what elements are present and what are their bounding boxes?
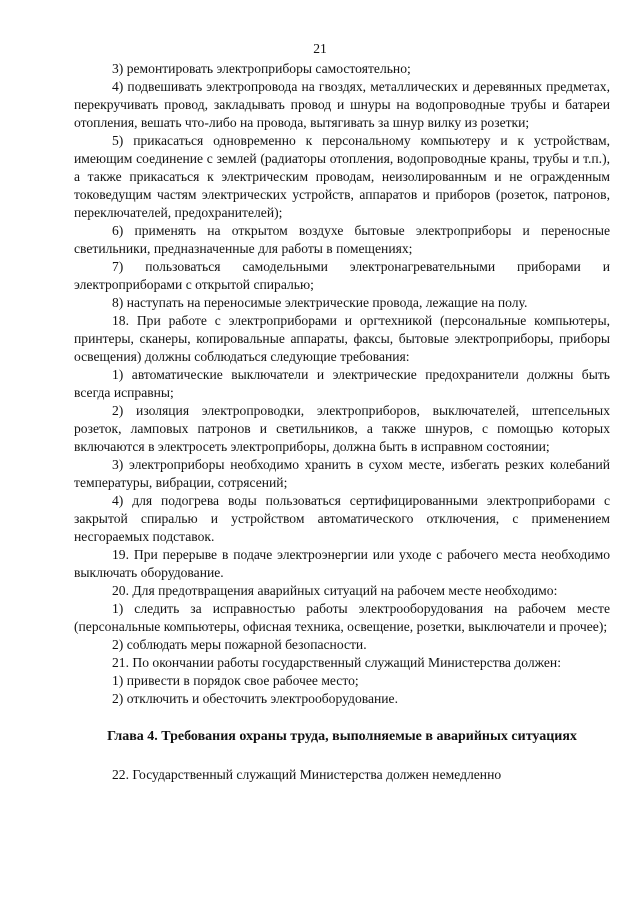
paragraph: 20. Для предотвращения аварийных ситуаций на рабочем месте необходимо: bbox=[112, 583, 558, 598]
paragraph: 2) соблюдать меры пожарной безопасности. bbox=[112, 637, 367, 652]
paragraph: 22. Государственный служащий Министерства должен немедленно bbox=[112, 767, 502, 782]
paragraph: 19. При перерыве в подаче электроэнергии или уходе с рабочего места необходимо выключать оборудование. bbox=[74, 547, 610, 580]
paragraph: 1) следить за исправностью работы электрооборудования на рабочем месте (персональные компьютеры, офисная техника, освещение, розетки, выключатели и прочее); bbox=[74, 601, 610, 634]
paragraph: 5) прикасаться одновременно к персональному компьютеру и к устройствам, имеющим соединение с землей (радиаторы отопления, водопроводные краны, трубы и т.п.), а также прикасаться к электрическим проводам, неизолированным и не огражденным токоведущим частям электрических устройств, аппаратов и приборов (розеток, патронов, переключателей, предохранителей); bbox=[74, 133, 610, 220]
paragraph: 1) привести в порядок свое рабочее место; bbox=[112, 673, 359, 688]
document-body bbox=[74, 60, 610, 784]
paragraph: 2) отключить и обесточить электрооборудование. bbox=[112, 691, 398, 706]
paragraph: 3) ремонтировать электроприборы самостоятельно; bbox=[112, 61, 411, 76]
paragraph: 2) изоляция электропроводки, электроприборов, выключателей, штепсельных розеток, ламповых патронов и светильников, а также шнуров, с помощью которых включаются в электросеть электроприборы, должна быть в исправном состоянии; bbox=[74, 403, 610, 454]
paragraph: 6) применять на открытом воздухе бытовые электроприборы и переносные светильники, предназначенные для работы в помещениях; bbox=[74, 223, 610, 256]
paragraph: 7) пользоваться самодельными электронагревательными приборами и электроприборами с открытой спиралью; bbox=[74, 259, 610, 292]
paragraph: 4) подвешивать электропровода на гвоздях, металлических и деревянных предметах, перекручивать провод, закладывать провод и шнуры на водопроводные трубы и батареи отопления, вешать что-либо на провода, вытягивать за шнур вилку из розетки; bbox=[74, 79, 610, 130]
paragraph: 1) автоматические выключатели и электрические предохранители должны быть всегда исправны; bbox=[74, 367, 610, 400]
paragraph: 21. По окончании работы государственный служащий Министерства должен: bbox=[112, 655, 561, 670]
page-number: 21 bbox=[313, 41, 327, 56]
paragraph: 4) для подогрева воды пользоваться сертифицированными электроприборами с закрытой спиралью и устройством автоматического отключения, с применением несгораемых подставок. bbox=[74, 493, 610, 544]
paragraph: 3) электроприборы необходимо хранить в сухом месте, избегать резких колебаний температуры, вибрации, сотрясений; bbox=[74, 457, 610, 490]
chapter-heading: Глава 4. Требования охраны труда, выполняемые в аварийных ситуациях bbox=[107, 729, 577, 744]
paragraph: 18. При работе с электроприборами и оргтехникой (персональные компьютеры, принтеры, сканеры, копировальные аппараты, факсы, бытовые электроприборы, приборы освещения) должны соблюдаться следующие требования: bbox=[74, 313, 610, 364]
paragraph: 8) наступать на переносимые электрические провода, лежащие на полу. bbox=[112, 295, 528, 310]
